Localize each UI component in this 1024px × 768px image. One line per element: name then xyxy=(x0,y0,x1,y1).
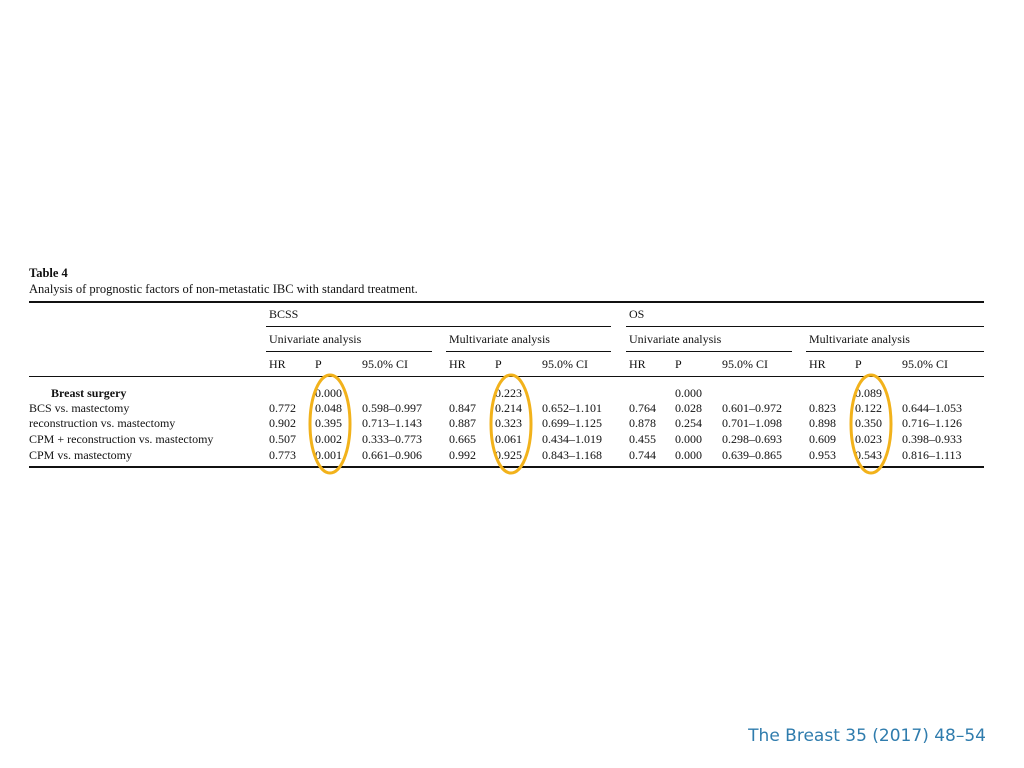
column-header: 95.0% CI xyxy=(722,357,768,371)
table-cell: 0.298–0.693 xyxy=(722,432,782,446)
analysis-header: Multivariate analysis xyxy=(809,332,910,346)
row-label: reconstruction vs. mastectomy xyxy=(29,416,176,430)
analysis-header: Univariate analysis xyxy=(629,332,722,346)
table-cell: 0.887 xyxy=(449,416,476,430)
table-cell: 0.000 xyxy=(675,432,702,446)
column-header: HR xyxy=(809,357,826,371)
table-cell: 0.992 xyxy=(449,448,476,462)
table-cell: 0.543 xyxy=(855,448,882,462)
table-cell: 0.001 xyxy=(315,448,342,462)
os-group-rule xyxy=(626,326,984,327)
column-header: HR xyxy=(629,357,646,371)
table-cell: 0.843–1.168 xyxy=(542,448,602,462)
header-bottom-rule xyxy=(29,376,984,377)
citation: The Breast 35 (2017) 48–54 xyxy=(748,726,986,746)
column-header: P xyxy=(675,357,682,371)
table-cell: 0.395 xyxy=(315,416,342,430)
table-cell: 0.744 xyxy=(629,448,656,462)
table-label: Table 4 xyxy=(29,266,68,280)
table-cell: 0.652–1.101 xyxy=(542,401,602,415)
column-header: 95.0% CI xyxy=(542,357,588,371)
table-cell: 0.953 xyxy=(809,448,836,462)
column-header: P xyxy=(315,357,322,371)
table-cell: 0.000 xyxy=(315,386,342,400)
table-cell: 0.000 xyxy=(675,448,702,462)
table-top-rule xyxy=(29,301,984,303)
table-cell: 0.507 xyxy=(269,432,296,446)
column-header: 95.0% CI xyxy=(902,357,948,371)
table-cell: 0.214 xyxy=(495,401,522,415)
table-cell: 0.716–1.126 xyxy=(902,416,962,430)
os-univariate-rule xyxy=(626,351,792,352)
row-label: Breast surgery xyxy=(51,386,127,400)
column-header: 95.0% CI xyxy=(362,357,408,371)
table-cell: 0.639–0.865 xyxy=(722,448,782,462)
table-cell: 0.048 xyxy=(315,401,342,415)
table-cell: 0.333–0.773 xyxy=(362,432,422,446)
table-cell: 0.925 xyxy=(495,448,522,462)
row-label: CPM + reconstruction vs. mastectomy xyxy=(29,432,214,446)
column-header: P xyxy=(855,357,862,371)
table-cell: 0.254 xyxy=(675,416,702,430)
table-cell: 0.434–1.019 xyxy=(542,432,602,446)
column-header: P xyxy=(495,357,502,371)
table-cell: 0.323 xyxy=(495,416,522,430)
table-cell: 0.823 xyxy=(809,401,836,415)
table-caption: Analysis of prognostic factors of non-metastatic IBC with standard treatment. xyxy=(29,282,418,296)
table-cell: 0.023 xyxy=(855,432,882,446)
os-multivariate-rule xyxy=(806,351,984,352)
table-cell: 0.455 xyxy=(629,432,656,446)
table-cell: 0.089 xyxy=(855,386,882,400)
table-cell: 0.350 xyxy=(855,416,882,430)
table-cell: 0.764 xyxy=(629,401,656,415)
column-header: HR xyxy=(449,357,466,371)
bcss-multivariate-rule xyxy=(446,351,611,352)
bcss-univariate-rule xyxy=(266,351,432,352)
analysis-header: Univariate analysis xyxy=(269,332,362,346)
table-cell: 0.598–0.997 xyxy=(362,401,422,415)
table-cell: 0.644–1.053 xyxy=(902,401,962,415)
column-header: HR xyxy=(269,357,286,371)
table-cell: 0.665 xyxy=(449,432,476,446)
table-cell: 0.772 xyxy=(269,401,296,415)
table-cell: 0.898 xyxy=(809,416,836,430)
table-cell: 0.713–1.143 xyxy=(362,416,422,430)
table-cell: 0.701–1.098 xyxy=(722,416,782,430)
outcome-header: OS xyxy=(629,307,645,321)
table-cell: 0.902 xyxy=(269,416,296,430)
table-bottom-rule xyxy=(29,466,984,468)
table-cell: 0.661–0.906 xyxy=(362,448,422,462)
table-cell: 0.028 xyxy=(675,401,702,415)
row-label: BCS vs. mastectomy xyxy=(29,401,130,415)
table-cell: 0.398–0.933 xyxy=(902,432,962,446)
table-cell: 0.061 xyxy=(495,432,522,446)
table-cell: 0.847 xyxy=(449,401,476,415)
table-cell: 0.000 xyxy=(675,386,702,400)
outcome-header: BCSS xyxy=(269,307,299,321)
table-cell: 0.223 xyxy=(495,386,522,400)
table-cell: 0.609 xyxy=(809,432,836,446)
table-cell: 0.699–1.125 xyxy=(542,416,602,430)
table-cell: 0.002 xyxy=(315,432,342,446)
bcss-group-rule xyxy=(266,326,611,327)
table-cell: 0.601–0.972 xyxy=(722,401,782,415)
row-label: CPM vs. mastectomy xyxy=(29,448,133,462)
table-cell: 0.878 xyxy=(629,416,656,430)
analysis-header: Multivariate analysis xyxy=(449,332,550,346)
table-cell: 0.122 xyxy=(855,401,882,415)
table-cell: 0.773 xyxy=(269,448,296,462)
table-cell: 0.816–1.113 xyxy=(902,448,962,462)
